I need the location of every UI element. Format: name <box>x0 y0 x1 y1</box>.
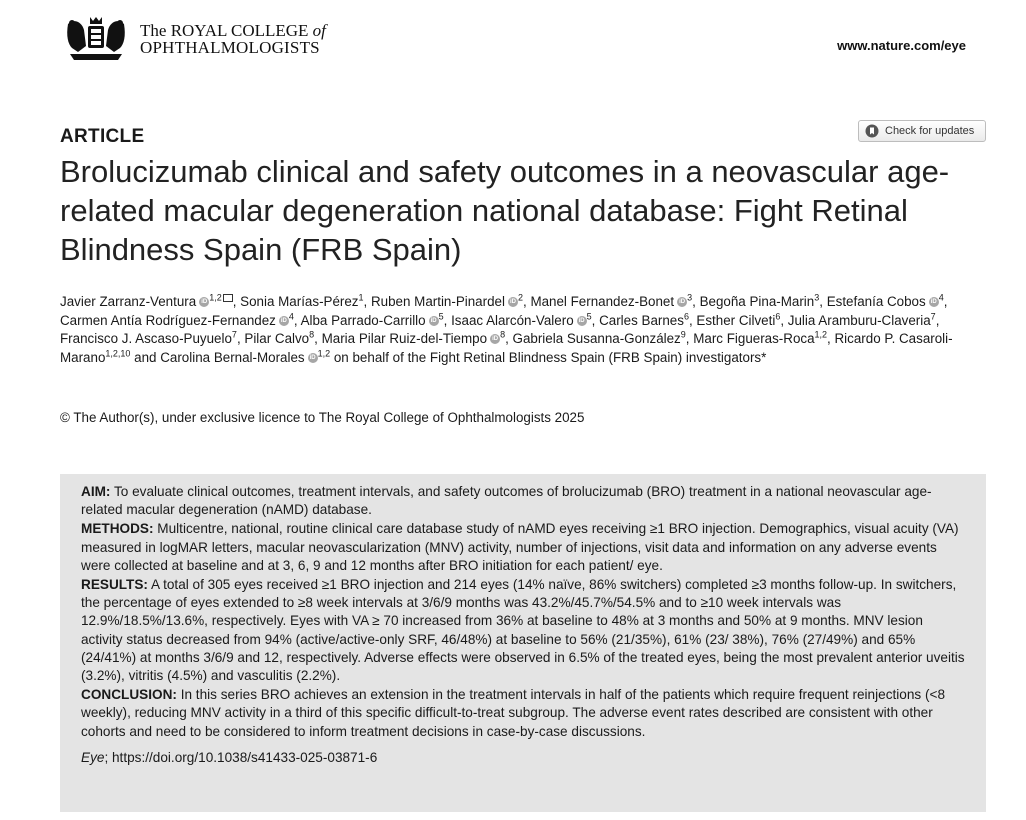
author-name[interactable]: Pilar Calvo <box>244 331 310 346</box>
author-name[interactable]: Alba Parrado-Carrillo <box>300 312 426 328</box>
article-type-label: ARTICLE <box>60 126 145 147</box>
author-separator: , <box>692 294 700 309</box>
author-name[interactable]: Begoña Pina-Marin <box>699 294 815 309</box>
author-name[interactable]: Francisco J. Ascaso-Puyuelo <box>60 331 232 346</box>
abstract-conclusion: CONCLUSION: In this series BRO achieves an extension in the treatment intervals in half of the patients which require frequent reinjections (<8 weekly), reducing MNV activity in a third of this specific difficult-to-treat subgroup. The adverse event rates described are consistent with other cohorts and need to be considered to inform treatment decisions in case-by-case discussions. <box>81 687 946 739</box>
doi-link[interactable]: ; https://doi.org/10.1038/s41433-025-03871-6 <box>104 749 378 765</box>
author-name[interactable]: Manel Fernandez-Bonet <box>530 294 675 309</box>
orcid-icon[interactable]: iD <box>509 299 516 306</box>
author-affiliation: 5 <box>586 311 592 322</box>
orcid-icon[interactable]: iD <box>280 317 287 324</box>
author-affiliation: 4 <box>938 292 944 303</box>
journal-url-link[interactable]: www.nature.com/eye <box>837 38 966 53</box>
author-separator: , <box>591 312 600 328</box>
author-name[interactable]: Carolina Bernal-Morales <box>160 349 305 365</box>
check-for-updates-label: Check for updates <box>885 125 975 137</box>
orcid-icon[interactable]: iD <box>930 299 937 306</box>
author-separator: , <box>363 294 371 309</box>
royal-college-crest-icon <box>60 14 132 64</box>
author-name[interactable]: Ruben Martin-Pinardel <box>370 294 505 309</box>
author-affiliation: 9 <box>680 329 686 340</box>
author-affiliation: 3 <box>814 292 820 303</box>
author-affiliation: 7 <box>930 311 936 322</box>
author-separator: , <box>522 294 531 309</box>
author-name[interactable]: Carmen Antía Rodríguez-Fernandez <box>60 312 276 328</box>
citation: Eye; https://doi.org/10.1038/s41433-025-03871-6 <box>81 749 378 765</box>
author-separator: , <box>232 294 241 309</box>
author-affiliation: 5 <box>438 311 444 322</box>
abstract-aim: AIM: To evaluate clinical outcomes, treatment intervals, and safety outcomes of brolucizumab (BRO) treatment in a national neovascular age-related macular degeneration (nAMD) database. <box>81 484 932 518</box>
author-name[interactable]: Isaac Alarcón-Valero <box>451 312 574 328</box>
author-separator: , <box>827 331 835 346</box>
author-separator: , <box>780 312 788 328</box>
author-affiliation: 1 <box>358 292 364 303</box>
author-affiliation: 7 <box>231 329 237 340</box>
orcid-icon[interactable]: iD <box>492 336 499 343</box>
envelope-icon[interactable] <box>223 294 233 302</box>
author-affiliation: 1,2,10 <box>105 348 131 359</box>
author-separator: , <box>943 294 948 309</box>
author-separator: , <box>293 312 301 328</box>
author-affiliation: 8 <box>309 329 315 340</box>
author-separator: , <box>685 331 694 346</box>
author-affiliation: 4 <box>288 311 294 322</box>
author-affiliation: 8 <box>500 329 506 340</box>
author-name[interactable]: Javier Zarranz-Ventura <box>60 294 197 309</box>
author-separator: , <box>935 312 940 328</box>
author-separator: , <box>505 331 513 346</box>
author-separator: , <box>236 331 245 346</box>
author-name[interactable]: Sonia Marías-Pérez <box>240 294 359 309</box>
orcid-icon[interactable]: iD <box>309 354 316 361</box>
orcid-icon[interactable]: iD <box>578 317 585 324</box>
author-name[interactable]: Marc Figueras-Roca <box>693 331 815 346</box>
author-affiliation: 3 <box>687 292 693 303</box>
author-affiliation: 6 <box>775 311 781 322</box>
author-list-suffix: on behalf of the Fight Retinal Blindness Spain (FRB Spain) investigators* <box>330 349 767 365</box>
abstract-box <box>60 474 986 812</box>
author-affiliation: 6 <box>683 311 689 322</box>
author-affiliation: 1,2 <box>209 292 222 303</box>
author-separator: , <box>688 312 697 328</box>
article-title: Brolucizumab clinical and safety outcomes in a neovascular age-related macular degeneration national database: Fight Retinal Blindness Spain (FRB Spain) <box>60 154 950 267</box>
publisher-logo <box>60 14 326 64</box>
author-separator: and <box>130 349 161 365</box>
author-separator: , <box>819 294 827 309</box>
orcid-icon[interactable]: iD <box>430 317 437 324</box>
author-list <box>60 293 990 367</box>
copyright-notice: © The Author(s), under exclusive licence to The Royal College of Ophthalmologists 2025 <box>60 410 585 425</box>
author-affiliation: 2 <box>517 292 523 303</box>
author-name[interactable]: Maria Pilar Ruiz-del-Tiempo <box>321 331 488 346</box>
bookmark-icon <box>865 124 879 138</box>
author-affiliation: 1,2 <box>317 348 331 359</box>
author-name[interactable]: Julia Aramburu-Claveria <box>787 312 931 328</box>
publisher-name: The ROYAL COLLEGE of OPHTHALMOLOGISTS <box>140 21 326 57</box>
orcid-icon[interactable]: iD <box>201 299 208 306</box>
author-name[interactable]: Gabriela Susanna-González <box>512 331 681 346</box>
author-name[interactable]: Esther Cilveti <box>696 312 776 328</box>
author-name[interactable]: Ricardo P. Casaroli-Marano <box>60 331 953 365</box>
author-affiliation: 1,2 <box>814 329 828 340</box>
abstract-methods: METHODS: Multicentre, national, routine clinical care database study of nAMD eyes receiving ≥1 BRO injection. Demographics, visual acuity (VA) measured in logMAR letters, macular neovascularization (MNV) activity, number of injections, visit data and information on any adverse events were collected at baseline and at 3, 6, 9 and 12 months after BRO initiation for each patient/ eye. <box>81 521 959 573</box>
author-name[interactable]: Carles Barnes <box>599 312 684 328</box>
check-for-updates-button[interactable] <box>858 120 986 142</box>
orcid-icon[interactable]: iD <box>679 299 686 306</box>
abstract-results: RESULTS: A total of 305 eyes received ≥1 BRO injection and 214 eyes (14% naïve, 86% switchers) completed ≥3 months follow-up. In switchers, the percentage of eyes extended to ≥8 week intervals at 3/6/9 months was 43.2%/45.7%/54.5% and to ≥10 week intervals was 12.9%/18.5%/13.6%, respectively. Eyes with VA ≥ 70 increased from 36% at baseline to 48% at 3 months and 50% at 9 months. MNV lesion activity status decreased from 94% (active/active-only SRF, 46/48%) at baseline to 56% (21/35%), 61% (23/ 38%), 76% (27/49%) and 65% (24/41%) at months 3/6/9 and 12, respectively. Adverse effects were observed in 6.5% of the treated eyes, being the most prevalent anterior uveitis (3.2%), vitritis (4.5%) and vasculitis (2.2%). <box>81 577 965 684</box>
author-separator: , <box>443 312 452 328</box>
author-name[interactable]: Estefanía Cobos <box>826 294 926 309</box>
author-separator: , <box>314 331 322 346</box>
